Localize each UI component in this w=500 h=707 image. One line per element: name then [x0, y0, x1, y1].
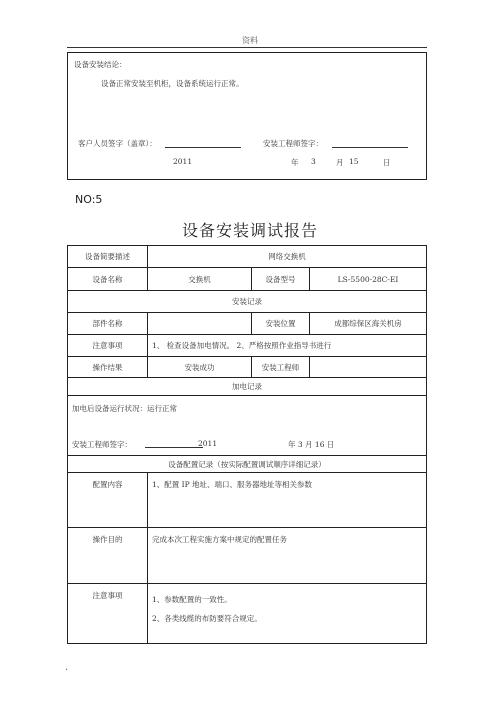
notes-list	[148, 584, 427, 644]
table-row	[68, 528, 427, 584]
table-row	[68, 584, 427, 644]
device-name-value: 交换机	[148, 268, 252, 291]
power-section-heading: 加电记录	[68, 378, 427, 396]
table-row	[68, 357, 427, 378]
power-record-cell	[68, 396, 427, 456]
table-row	[68, 456, 427, 473]
notes-item: 1、参数配置的一致性。	[152, 595, 232, 604]
power-status: 加电后设备运行状况：运行正常	[72, 404, 177, 413]
table-row	[68, 246, 427, 268]
document-number: NO:5	[75, 193, 103, 206]
op-goal-label: 操作目的	[68, 528, 148, 584]
table-row	[68, 378, 427, 396]
device-model-value: LS-5500-28C-EI	[310, 268, 427, 291]
engineer-sign-line	[332, 147, 408, 148]
previous-record-box	[67, 52, 427, 180]
table-row	[68, 313, 427, 335]
device-name-label: 设备名称	[68, 268, 148, 291]
notes-label: 注意事项	[68, 584, 148, 644]
result-engineer-label: 安装工程师	[252, 357, 310, 378]
table-row	[68, 473, 427, 528]
config-section-heading: 设备配置记录（按实际配置调试顺序详细记录）	[68, 456, 427, 473]
notes-item: 2、各类线缆的布防要符合规定。	[152, 614, 262, 623]
op-goal-value: 完成本次工程实施方案中规定的配置任务	[148, 528, 427, 584]
table-row	[68, 335, 427, 357]
conclusion-text: 设备正常安装至机柜，设备系统运行正常。	[101, 79, 244, 88]
device-desc-value: 网络交换机	[148, 246, 427, 268]
customer-sign-line	[165, 147, 241, 148]
power-engineer-sign-line	[145, 447, 203, 448]
date-month-suffix: 月	[336, 158, 344, 167]
report-title: 设备安装调试报告	[181, 221, 318, 240]
table-row	[68, 396, 427, 456]
date-day-suffix: 日	[383, 158, 391, 167]
header-rule	[67, 47, 427, 48]
table-row	[68, 268, 427, 291]
install-location-label: 安装位置	[252, 313, 310, 335]
part-name-value	[148, 313, 252, 335]
op-result-value: 安装成功	[148, 357, 252, 378]
engineer-sign-label: 安装工程师签字：	[263, 139, 323, 148]
date-year-suffix: 年	[291, 158, 299, 167]
customer-sign-label: 客户人员签字（盖章）：	[78, 139, 157, 148]
op-result-label: 操作结果	[68, 357, 148, 378]
install-location-value: 成都综保区海关机房	[310, 313, 427, 335]
result-engineer-value	[310, 357, 427, 378]
device-model-label: 设备型号	[252, 268, 310, 291]
table-row	[68, 291, 427, 313]
date-year: 2011	[173, 157, 193, 166]
date-day: 15	[349, 157, 359, 166]
power-engineer-label: 安装工程师签字：	[72, 440, 132, 449]
conclusion-label: 设备安装结论：	[74, 60, 127, 69]
device-desc-label: 设备简要描述	[68, 246, 148, 268]
footer-mark: .	[65, 662, 69, 673]
report-table	[67, 245, 427, 644]
date-month: 3	[311, 157, 316, 166]
config-content-value: 1、配置 IP 地址、端口、服务器地址等相关参数	[148, 473, 427, 528]
power-year: 2011	[198, 439, 218, 448]
part-name-label: 部件名称	[68, 313, 148, 335]
install-section-heading: 安装记录	[68, 291, 427, 313]
page-header-label: 资料	[242, 36, 258, 45]
notice-label: 注意事项	[68, 335, 148, 357]
power-month-day: 年 3 月 16 日	[288, 440, 335, 449]
notice-value: 1、 检查设备加电情况。 2、严格按照作业指导书进行	[148, 335, 427, 357]
config-content-label: 配置内容	[68, 473, 148, 528]
